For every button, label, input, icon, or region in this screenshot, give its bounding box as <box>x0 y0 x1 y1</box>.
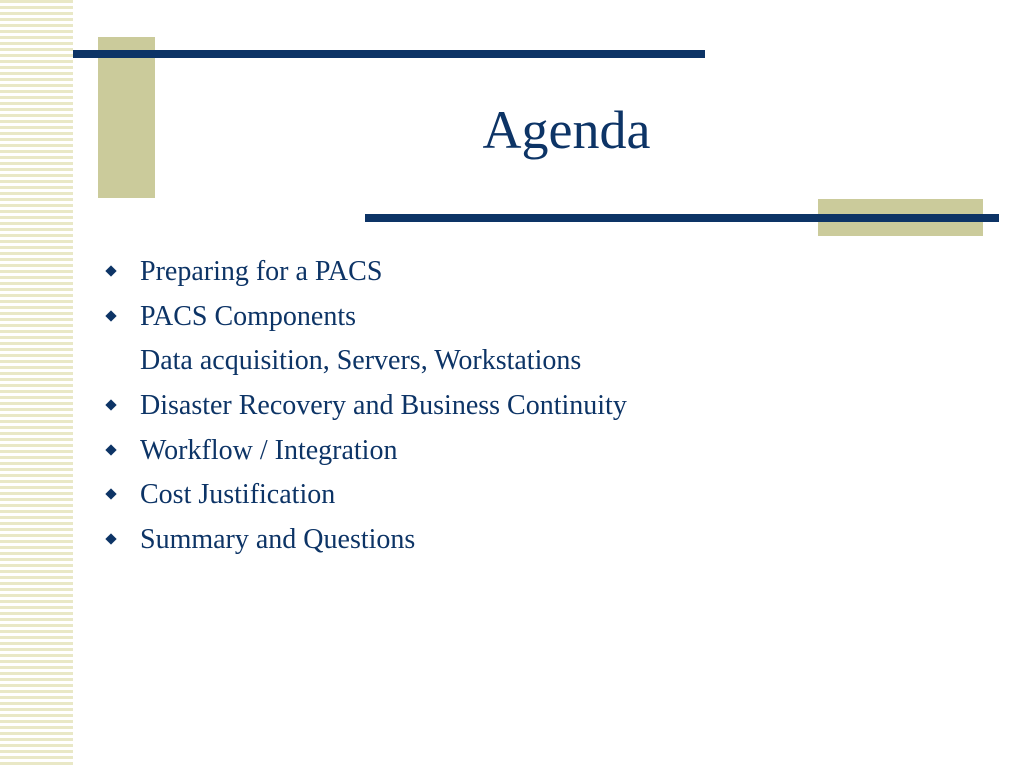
agenda-item-text: Summary and Questions <box>140 524 416 556</box>
agenda-item-text: Preparing for a PACS <box>140 256 383 287</box>
decorative-rule-top <box>73 50 705 58</box>
decorative-rule-bottom <box>365 214 999 222</box>
agenda-item <box>100 473 980 518</box>
agenda-item <box>100 384 980 429</box>
agenda-subitem <box>100 339 980 384</box>
agenda-item <box>100 295 980 340</box>
agenda-item <box>100 518 980 563</box>
agenda-item <box>100 429 980 474</box>
diamond-bullet-icon <box>105 310 116 321</box>
diamond-bullet-icon <box>105 489 116 500</box>
decorative-stripe-band <box>0 0 73 768</box>
diamond-bullet-icon <box>105 533 116 544</box>
agenda-item-text: PACS Components <box>140 300 357 332</box>
diamond-bullet-icon <box>105 265 116 276</box>
agenda-item-text: Workflow / Integration <box>140 434 398 466</box>
diamond-bullet-icon <box>105 399 116 410</box>
diamond-bullet-icon <box>105 444 116 455</box>
decorative-accent-block-top <box>98 37 155 198</box>
agenda-item-text: Cost Justification <box>140 479 336 511</box>
agenda-item-text: Disaster Recovery and Business Continuity <box>140 390 627 422</box>
agenda-list <box>100 250 980 563</box>
agenda-subitem-text: Data acquisition, Servers, Workstations <box>140 345 582 377</box>
slide-title: Agenda <box>482 100 651 160</box>
agenda-item <box>100 250 980 295</box>
